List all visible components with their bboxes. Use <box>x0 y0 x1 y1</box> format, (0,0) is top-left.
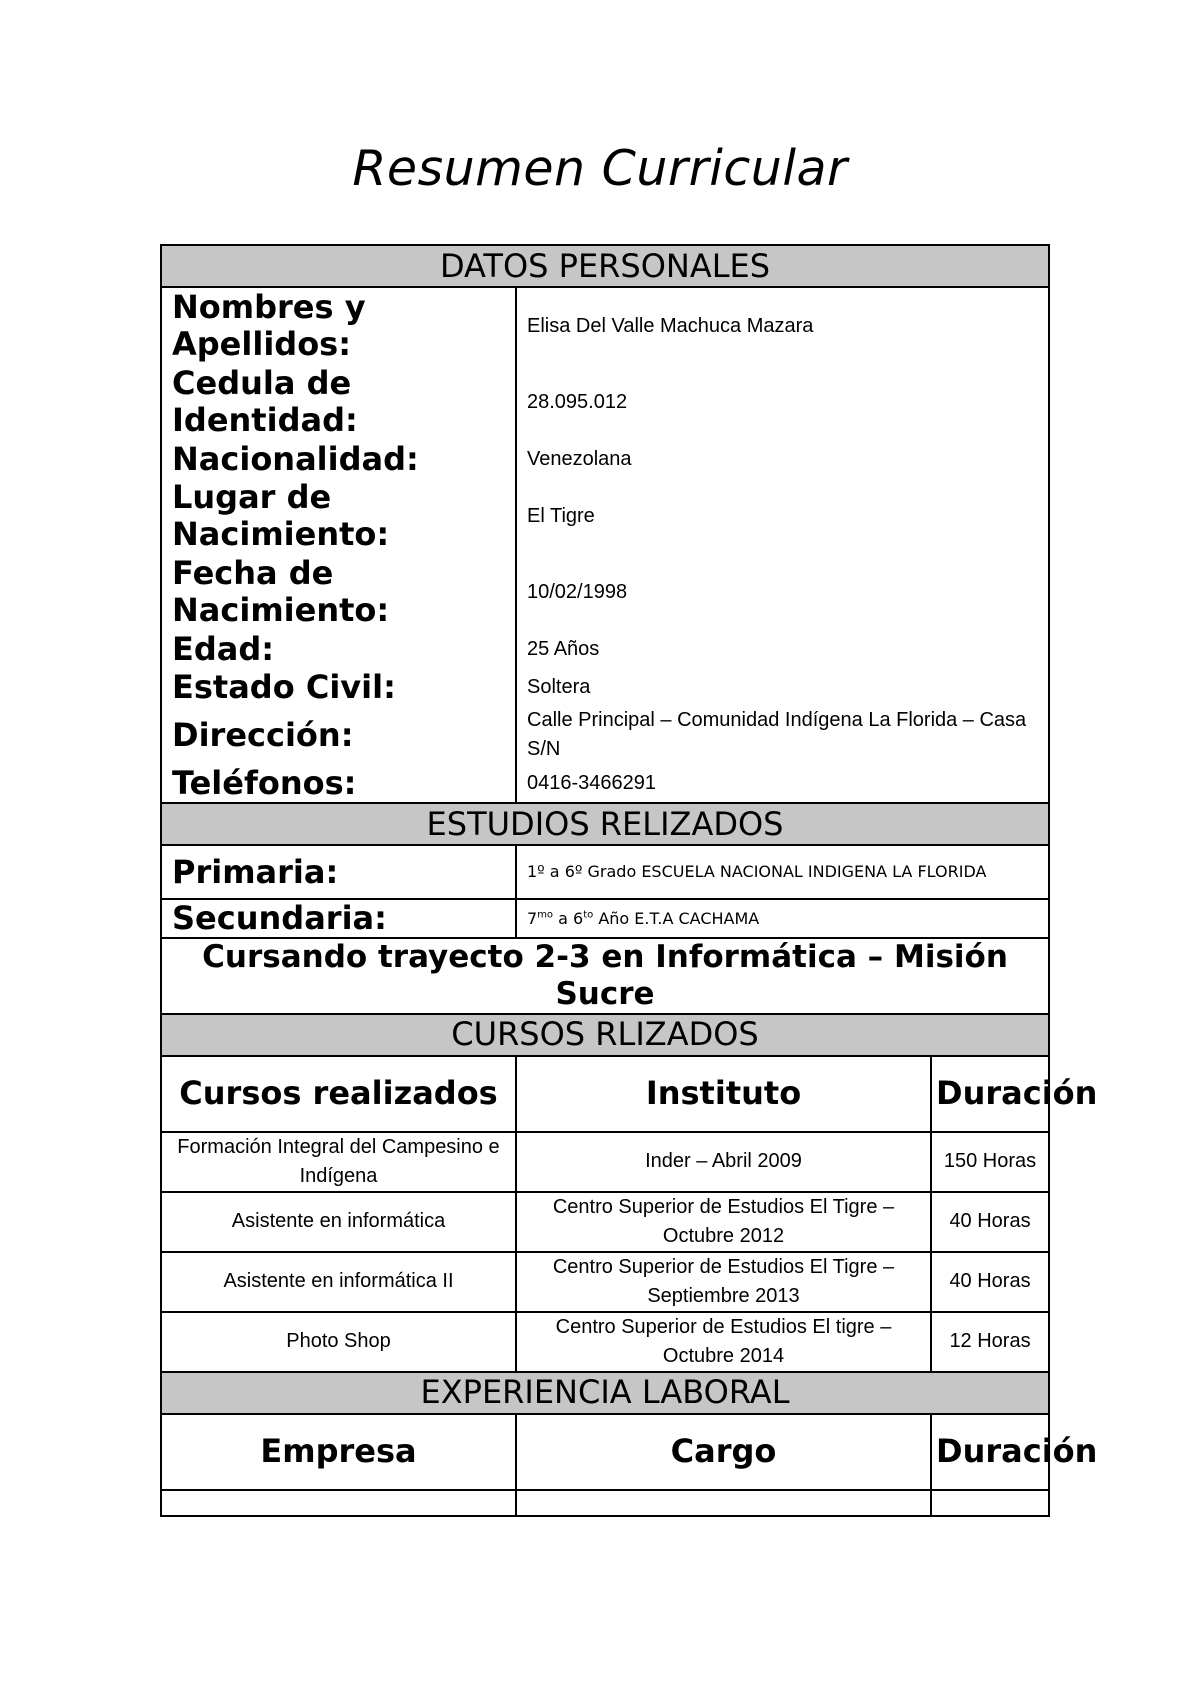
course-institute: Centro Superior de Estudios El tigre – Octubre 2014 <box>516 1312 931 1372</box>
label-age: Edad: <box>161 630 516 668</box>
personal-row-nationality <box>161 440 1049 478</box>
label-phones: Teléfonos: <box>161 764 516 803</box>
label-address: Dirección: <box>161 706 516 764</box>
section-heading-personal-data: DATOS PERSONALES <box>161 245 1049 287</box>
experience-col-position: Cargo <box>516 1414 931 1490</box>
value-nationality: Venezolana <box>516 440 1049 478</box>
value-secondary <box>516 899 1049 938</box>
experience-header-row <box>161 1414 1049 1490</box>
current-studies-note: Cursando trayecto 2-3 en Informática – Misión Sucre <box>161 938 1049 1014</box>
value-names: Elisa Del Valle Machuca Mazara <box>516 287 1049 364</box>
label-primary: Primaria: <box>161 845 516 899</box>
table-row <box>161 1192 1049 1252</box>
empty-cell <box>931 1490 1049 1516</box>
table-row <box>161 1312 1049 1372</box>
label-id: Cedula de Identidad: <box>161 364 516 440</box>
value-address: Calle Principal – Comunidad Indígena La Florida – Casa S/N <box>516 706 1049 764</box>
course-institute: Centro Superior de Estudios El Tigre – Septiembre 2013 <box>516 1252 931 1312</box>
label-birthplace: Lugar de Nacimiento: <box>161 478 516 554</box>
label-birthdate: Fecha de Nacimiento: <box>161 554 516 630</box>
personal-row-address <box>161 706 1049 764</box>
course-name: Asistente en informática II <box>161 1252 516 1312</box>
label-civil-status: Estado Civil: <box>161 668 516 706</box>
courses-header-row <box>161 1056 1049 1132</box>
course-name: Photo Shop <box>161 1312 516 1372</box>
label-names: Nombres y Apellidos: <box>161 287 516 364</box>
experience-col-duration: Duración <box>931 1414 1049 1490</box>
page-title: Resumen Curricular <box>352 140 848 197</box>
value-birthplace: El Tigre <box>516 478 1049 554</box>
table-row <box>161 1490 1049 1516</box>
label-nationality: Nacionalidad: <box>161 440 516 478</box>
personal-row-phones <box>161 764 1049 803</box>
personal-row-id <box>161 364 1049 440</box>
value-age: 25 Años <box>516 630 1049 668</box>
studies-row-current <box>161 938 1049 1014</box>
personal-row-birthdate <box>161 554 1049 630</box>
table-row <box>161 1252 1049 1312</box>
resume-table <box>160 244 1098 1517</box>
value-civil-status: Soltera <box>516 668 1049 706</box>
courses-col-duration: Duración <box>931 1056 1049 1132</box>
personal-row-civil-status <box>161 668 1049 706</box>
secondary-end: a 6 <box>553 908 584 928</box>
courses-col-institute: Instituto <box>516 1056 931 1132</box>
course-duration: 12 Horas <box>931 1312 1049 1372</box>
value-primary: 1º a 6º Grado ESCUELA NACIONAL INDIGENA LA FLORIDA <box>516 845 1049 899</box>
label-secondary: Secundaria: <box>161 899 516 938</box>
table-row <box>161 1132 1049 1192</box>
course-name: Formación Integral del Campesino e Indígena <box>161 1132 516 1192</box>
personal-row-names <box>161 287 1049 364</box>
secondary-start: 7 <box>527 908 538 928</box>
secondary-end-suffix: to <box>583 909 594 921</box>
personal-row-age <box>161 630 1049 668</box>
secondary-start-suffix: mo <box>537 909 554 921</box>
section-heading-experience: EXPERIENCIA LABORAL <box>161 1372 1049 1414</box>
course-institute: Inder – Abril 2009 <box>516 1132 931 1192</box>
value-phones: 0416-3466291 <box>516 764 1049 803</box>
course-name: Asistente en informática <box>161 1192 516 1252</box>
course-duration: 40 Horas <box>931 1252 1049 1312</box>
course-duration: 150 Horas <box>931 1132 1049 1192</box>
section-heading-courses: CURSOS RLIZADOS <box>161 1014 1049 1056</box>
value-id: 28.095.012 <box>516 364 1049 440</box>
courses-col-course: Cursos realizados <box>161 1056 516 1132</box>
section-heading-studies: ESTUDIOS RELIZADOS <box>161 803 1049 845</box>
studies-row-primary <box>161 845 1049 899</box>
value-birthdate: 10/02/1998 <box>516 554 1049 630</box>
course-institute: Centro Superior de Estudios El Tigre – Octubre 2012 <box>516 1192 931 1252</box>
empty-cell <box>516 1490 931 1516</box>
personal-row-birthplace <box>161 478 1049 554</box>
studies-row-secondary <box>161 899 1049 938</box>
experience-col-company: Empresa <box>161 1414 516 1490</box>
empty-cell <box>161 1490 516 1516</box>
secondary-school: Año E.T.A CACHAMA <box>593 908 760 928</box>
course-duration: 40 Horas <box>931 1192 1049 1252</box>
